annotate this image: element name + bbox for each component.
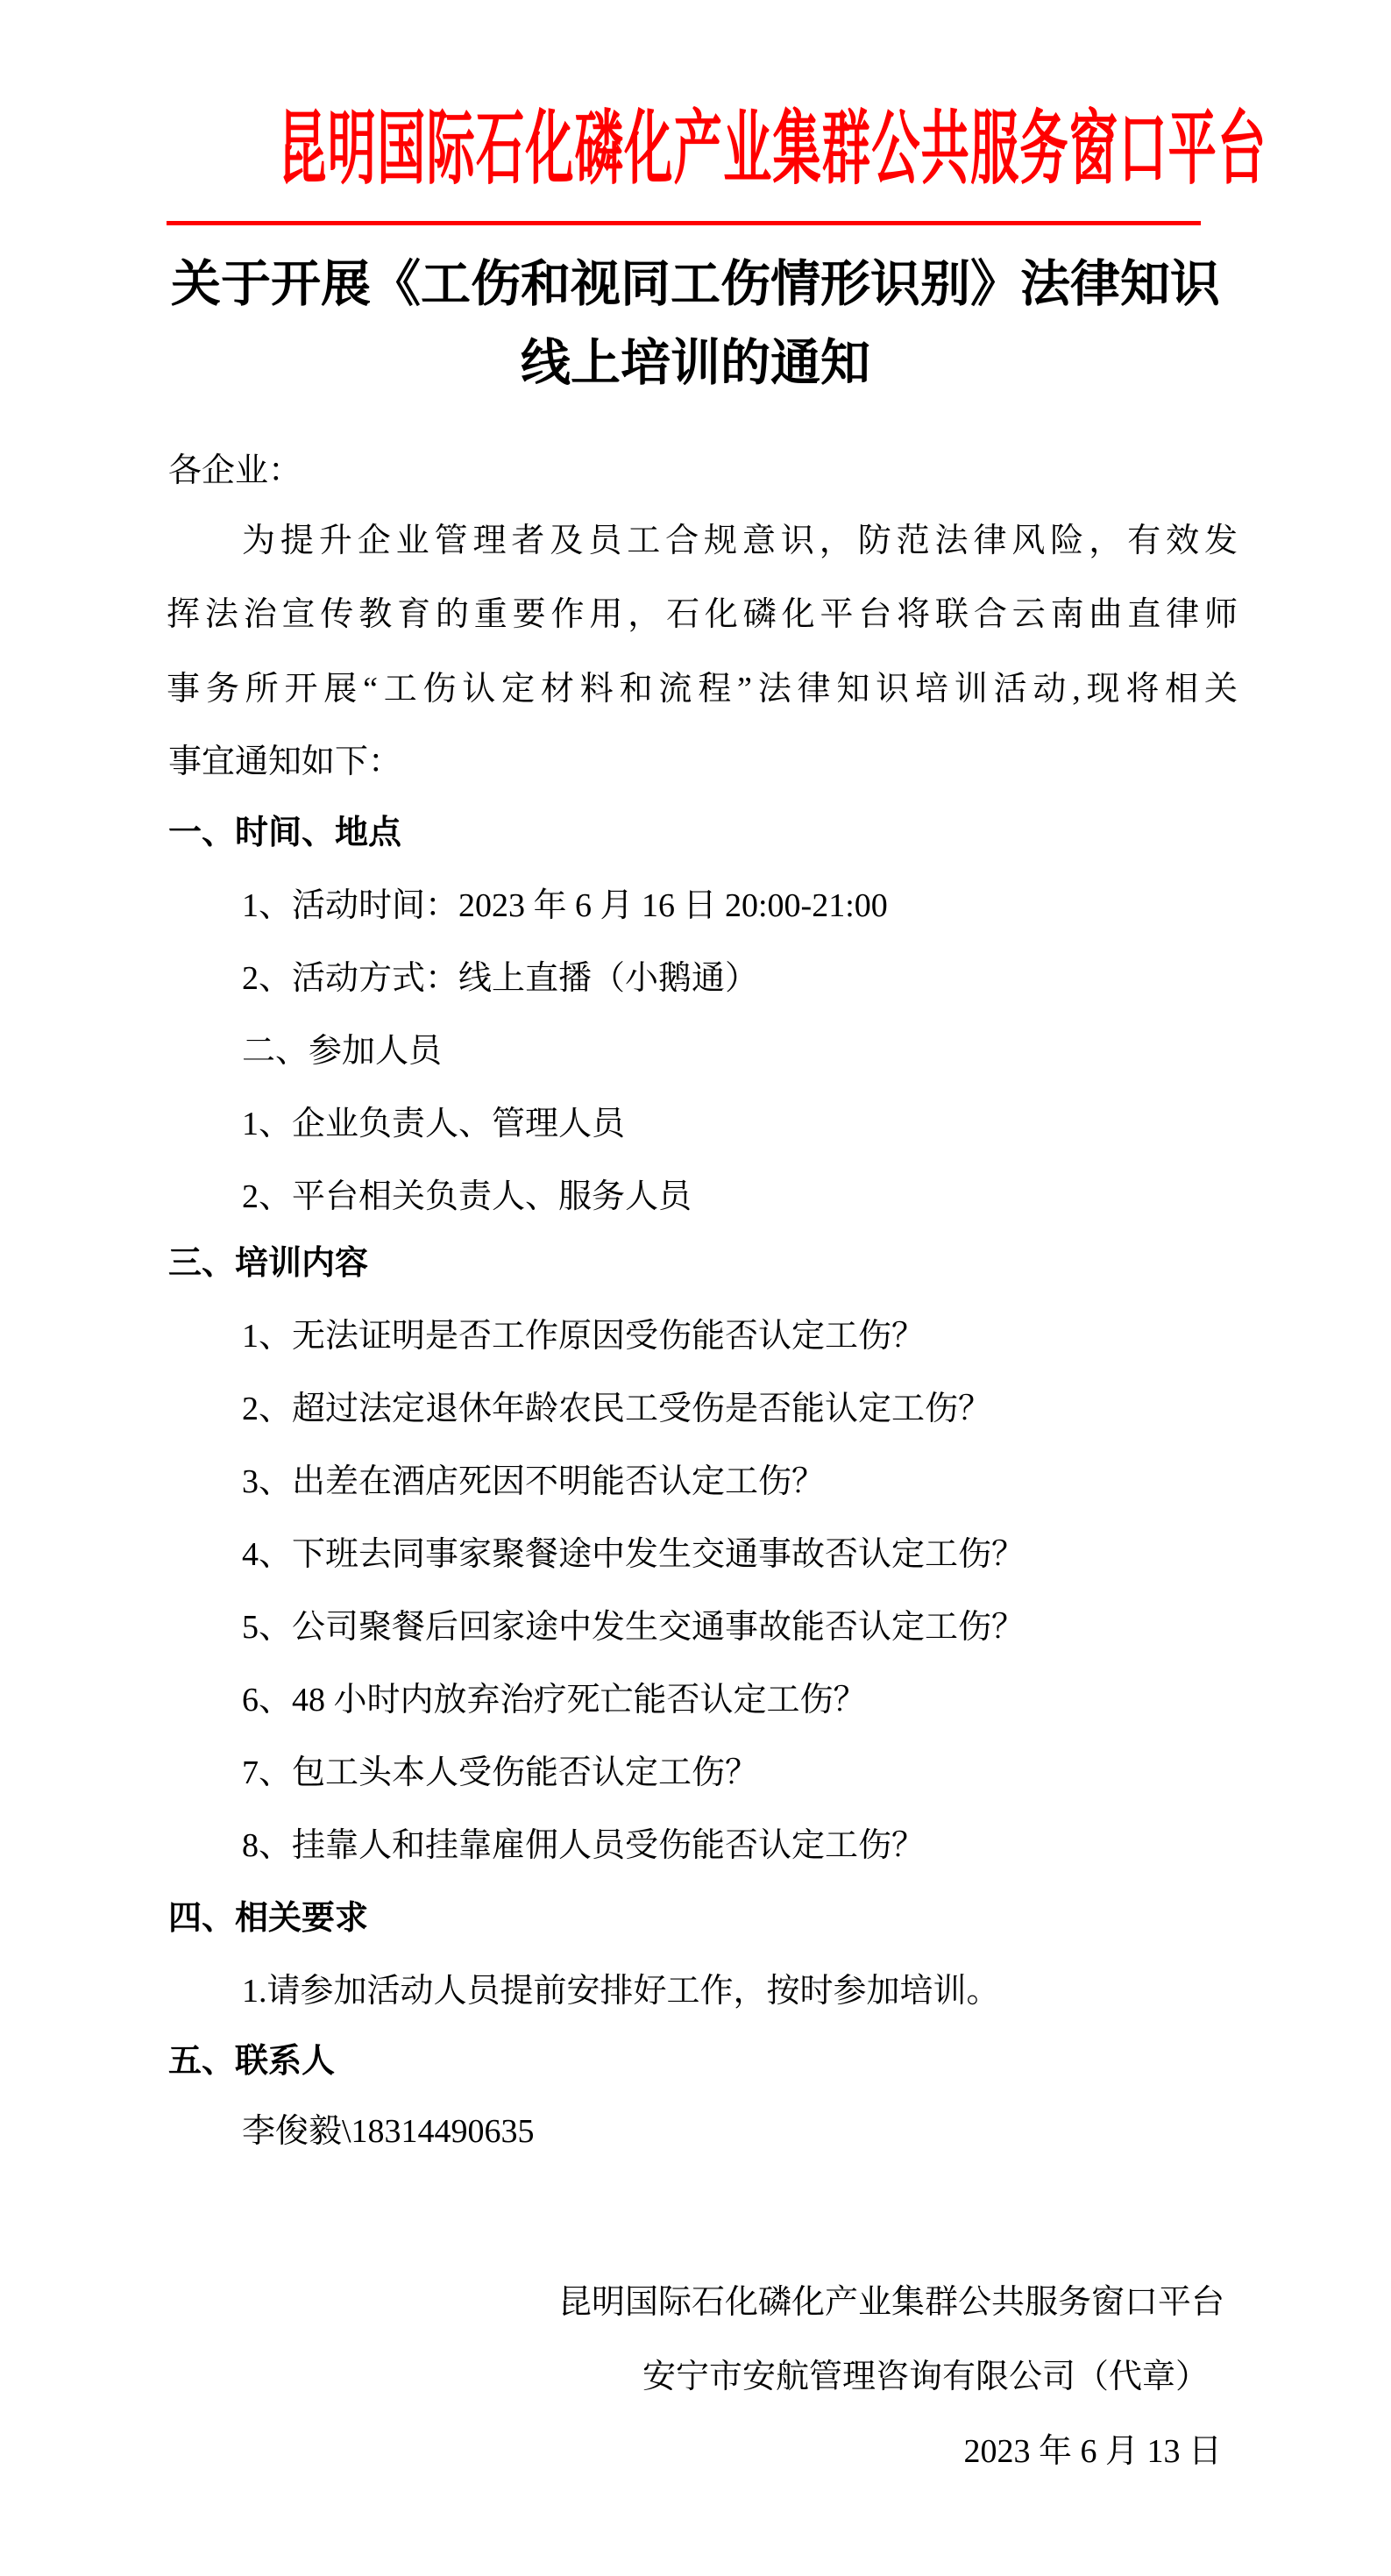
section-4-item-1: 1.请参加活动人员提前安排好工作，按时参加培训。: [242, 1973, 1000, 2010]
section-3-item-7: 7、包工头本人受伤能否认定工伤？: [242, 1754, 759, 1791]
section-2-item-1: 1、企业负责人、管理人员: [242, 1106, 626, 1142]
section-3-heading: 三、培训内容: [168, 1245, 369, 1282]
section-1-item-2: 2、活动方式：线上直播（小鹅通）: [242, 960, 759, 997]
section-5-item-1: 李俊毅\18314490635: [242, 2113, 535, 2150]
section-4-heading: 四、相关要求: [168, 1900, 369, 1937]
intro-line-3: 事务所开展“工伤认定材料和流程”法律知识培训活动,现将相关: [167, 671, 1238, 708]
section-1-heading: 一、时间、地点: [168, 815, 402, 851]
footer-org-line: 昆明国际石化磷化产业集群公共服务窗口平台: [557, 2284, 1224, 2321]
section-1-item-1: 1、活动时间：2023 年 6 月 16 日 20:00-21:00: [242, 887, 888, 924]
section-2-item-2: 2、平台相关负责人、服务人员: [242, 1178, 692, 1215]
section-3-item-5: 5、公司聚餐后回家途中发生交通事故能否认定工伤？: [242, 1609, 1026, 1646]
section-3-item-8: 8、挂靠人和挂靠雇佣人员受伤能否认定工伤？: [242, 1827, 926, 1864]
footer-date-line: 2023 年 6 月 13 日: [963, 2433, 1222, 2470]
banner-title: 昆明国际石化磷化产业集群公共服务窗口平台: [278, 104, 1267, 194]
section-3-item-3: 3、出差在酒店死因不明能否认定工伤？: [242, 1463, 826, 1500]
section-3-item-6: 6、48 小时内放弃治疗死亡能否认定工伤？: [242, 1682, 867, 1719]
section-5-heading: 五、联系人: [168, 2043, 336, 2080]
section-3-item-4: 4、下班去同事家聚餐途中发生交通事故否认定工伤？: [242, 1536, 1026, 1573]
doc-title-line1: 关于开展《工伤和视同工伤情形识别》法律知识: [171, 257, 1220, 312]
red-divider: [167, 221, 1201, 225]
intro-line-2: 挥法治宣传教育的重要作用，石化磷化平台将联合云南曲直律师: [167, 596, 1238, 633]
section-3-item-2: 2、超过法定退休年龄农民工受伤是否能认定工伤？: [242, 1391, 992, 1427]
intro-line-4: 事宜通知如下：: [168, 744, 402, 780]
section-2-heading: 二、参加人员: [242, 1033, 443, 1070]
doc-title-line2: 线上培训的通知: [521, 336, 870, 391]
salutation: 各企业：: [168, 452, 302, 489]
intro-line-1: 为提升企业管理者及员工合规意识，防范法律风险，有效发: [242, 523, 1238, 559]
section-3-item-1: 1、无法证明是否工作原因受伤能否认定工伤？: [242, 1318, 926, 1355]
footer-company-line: 安宁市安航管理咨询有限公司（代章）: [642, 2359, 1209, 2395]
